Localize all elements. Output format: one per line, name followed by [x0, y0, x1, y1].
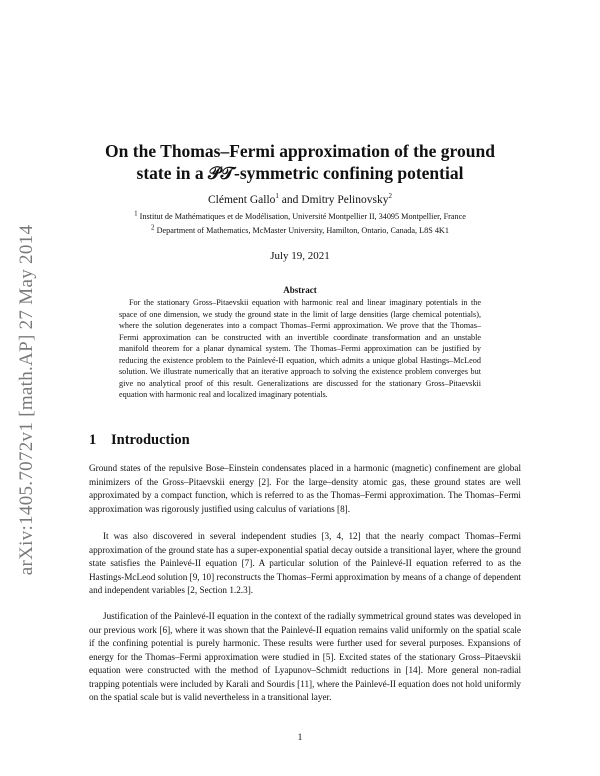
paper-title [80, 140, 520, 184]
intro-paragraph-1: Ground states of the repulsive Bose–Einstein condensates placed in a harmonic (magnetic) confinement are global minimizers of the Gross–Pitaevskii energy [2]. For the large–density atomic gas, these ground states are well approximated by a compact function, which is referred to as the Thomas–Fermi approximation. The Thomas–Fermi approximation was rigorously justified using calculus of variations [8]. [89, 463, 521, 514]
affiliation-2 [60, 223, 540, 235]
section-number: 1 [89, 432, 97, 448]
section-heading-introduction [89, 432, 190, 449]
paper-date: July 19, 2021 [270, 250, 330, 262]
author-connector: and [278, 194, 302, 206]
title-line-2-suffix: -symmetric confining potential [234, 163, 464, 183]
affiliation-1 [60, 209, 540, 221]
author-1-affiliation-mark: 1 [275, 192, 279, 201]
section-title: Introduction [111, 432, 190, 448]
pt-symbol: 𝒫𝒯 [208, 163, 235, 183]
page-number: 1 [297, 733, 303, 743]
author-name-1: Clément Gallo [208, 194, 276, 206]
author-2-affiliation-mark: 2 [388, 192, 392, 201]
affiliation-2-text: Department of Mathematics, McMaster University, Hamilton, Ontario, Canada, L8S 4K1 [156, 226, 449, 235]
intro-paragraph-3: Justification of the Painlevé-II equation in the context of the radially symmetrical ground states was developed in our previous work [6], where it was shown that the Painlevé-II equation remains valid uniformly on the spatial scale if the confining potential is purely harmonic. These results were further used for several purposes. Expansions of energy for the Thomas–Fermi approximation were studied in [5]. Excited states of the stationary Gross–Pitaevskii equation were constructed with the method of Lyapunov–Schmidt reductions in [14]. More general non-radial trapping potentials were included by Karali and Sourdis [11], where the Painlevé-II equation does not hold uniformly on the spatial scale but is valid nevertheless in a transitional layer. [89, 611, 521, 702]
author-list [80, 194, 520, 206]
abstract-heading: Abstract [283, 285, 317, 295]
title-line-2-prefix: state in a [136, 163, 208, 183]
arxiv-identifier-text: arXiv:1405.7072v1 [math.AP] 27 May 2014 [16, 224, 37, 576]
abstract-body: For the stationary Gross–Pitaevskii equation with harmonic real and linear imaginary potentials in the space of one dimension, we study the ground state in the limit of large densities (large chemical potentials), where the solution degenerates into a compact Thomas–Fermi approximation. We prove that the Thomas–Fermi approximation can be constructed with an invertible coordinate transformation and an unstable manifold theorem for a planar dynamical system. The Thomas–Fermi approximation can be justified by reducing the existence problem to the Painlevé-II equation, which admits a unique global Hastings–McLeod solution. We illustrate numerically that an iterative approach to solving the existence problem converges but give no analytical proof of this result. Generalizations are discussed for the stationary Gross–Pitaevskii equation with harmonic real and localized imaginary potentials. [119, 298, 481, 399]
title-line-2 [80, 162, 520, 184]
title-line-1: On the Thomas–Fermi approximation of the ground [105, 141, 495, 161]
affiliation-1-text: Institut de Mathématiques et de Modélisation, Université Montpellier II, 34095 Montpellier, France [139, 212, 466, 221]
arxiv-identifier-stamp[interactable] [12, 160, 42, 640]
author-name-2: Dmitry Pelinovsky [301, 194, 389, 206]
affiliation-1-mark: 1 [134, 209, 138, 218]
affiliation-2-mark: 2 [151, 223, 155, 232]
intro-paragraph-2: It was also discovered in several independent studies [3, 4, 12] that the nearly compact Thomas–Fermi approximation of the ground state has a super-exponential spatial decay outside a transitional layer, where the ground state satisfies the Painlevé-II equation [7]. A particular solution of the Painlevé-II equation referred to as the Hastings-McLeod solution [9, 10] reconstructs the Thomas–Fermi approximation by means of a change of dependent and independent variables [2, Section 1.2.3]. [89, 531, 521, 595]
